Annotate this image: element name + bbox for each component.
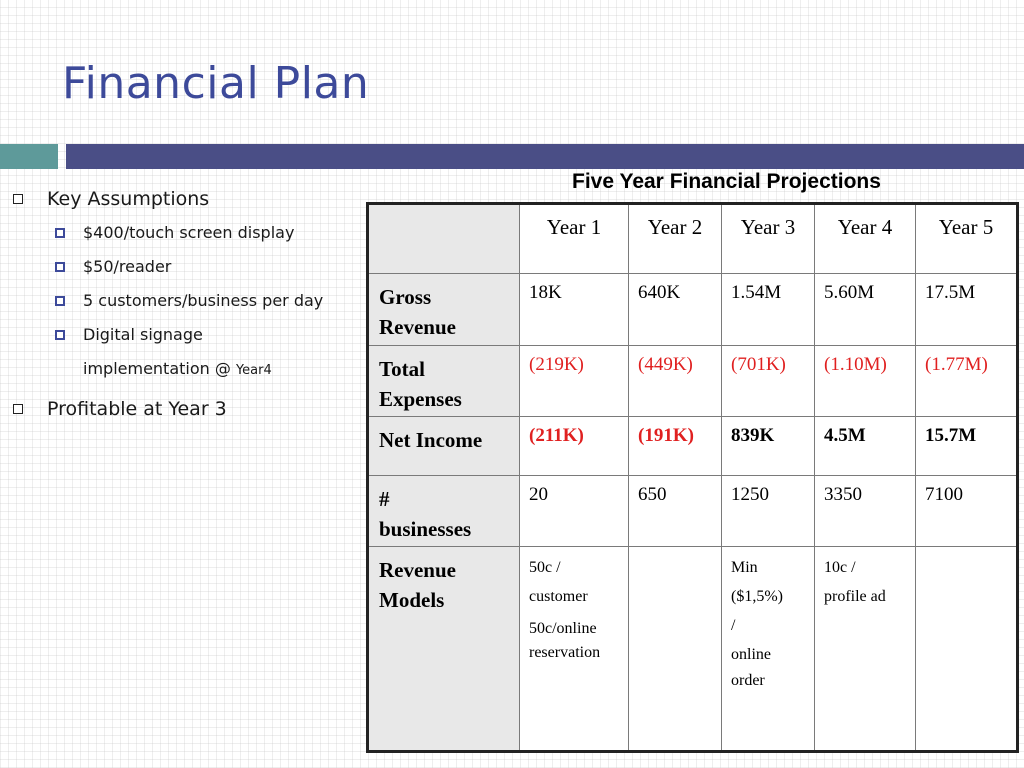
header-year-4: Year 4 bbox=[815, 204, 916, 274]
table-cell: 15.7M bbox=[916, 417, 1018, 476]
cell-line: customer bbox=[529, 588, 588, 605]
table-cell: 5.60M bbox=[815, 274, 916, 346]
cell-line: 10c / bbox=[824, 559, 856, 576]
cell-line: ($1,5%) bbox=[731, 588, 783, 605]
table-cell: 640K bbox=[629, 274, 722, 346]
table-cell-negative: (701K) bbox=[722, 346, 815, 417]
bullet-list bbox=[0, 182, 360, 426]
row-header-line: Total bbox=[379, 357, 425, 381]
row-header-line: # bbox=[379, 487, 390, 511]
sub-bullet-text: $50/reader bbox=[83, 257, 172, 276]
table-cell: 650 bbox=[629, 476, 722, 547]
header-year-5: Year 5 bbox=[916, 204, 1018, 274]
header-year-1: Year 1 bbox=[520, 204, 629, 274]
cell-line: 50c/online bbox=[529, 620, 597, 637]
cell-line: Min bbox=[731, 559, 758, 576]
corner-cell bbox=[368, 204, 520, 274]
square-bullet-icon bbox=[55, 228, 65, 238]
square-bullet-icon bbox=[13, 404, 23, 414]
table-row-gross-revenue bbox=[368, 274, 1018, 346]
bullet-key-assumptions bbox=[0, 182, 360, 216]
cell-line: order bbox=[731, 672, 765, 689]
header-year-3: Year 3 bbox=[722, 204, 815, 274]
row-header-line: Revenue bbox=[379, 558, 456, 582]
sub-bullet-touch-screen bbox=[0, 216, 360, 250]
bullet-text: Profitable at Year 3 bbox=[47, 398, 227, 420]
sub-bullet-reader bbox=[0, 250, 360, 284]
table-caption: Five Year Financial Projections bbox=[572, 170, 881, 193]
revenue-model-year-3 bbox=[722, 547, 815, 752]
revenue-model-year-5 bbox=[916, 547, 1018, 752]
row-header bbox=[368, 346, 520, 417]
table-cell-negative: (219K) bbox=[520, 346, 629, 417]
square-bullet-icon bbox=[55, 262, 65, 272]
table-cell-negative: (1.10M) bbox=[815, 346, 916, 417]
table-cell: 20 bbox=[520, 476, 629, 547]
sub-bullet-text-continued: implementation @ bbox=[83, 359, 236, 378]
table-cell: 1250 bbox=[722, 476, 815, 547]
sub-bullet-digital-signage bbox=[0, 318, 360, 388]
row-header-line: Revenue bbox=[379, 315, 456, 339]
cell-line: reservation bbox=[529, 644, 601, 661]
row-header-line: Gross bbox=[379, 285, 432, 309]
revenue-model-year-2 bbox=[629, 547, 722, 752]
table-cell-negative: (1.77M) bbox=[916, 346, 1018, 417]
revenue-model-year-4 bbox=[815, 547, 916, 752]
table-cell: 4.5M bbox=[815, 417, 916, 476]
table-cell-negative: (449K) bbox=[629, 346, 722, 417]
row-header bbox=[368, 417, 520, 476]
bullet-text: Key Assumptions bbox=[47, 188, 210, 210]
revenue-model-year-1 bbox=[520, 547, 629, 752]
cell-line: / bbox=[731, 617, 736, 634]
slide-title: Financial Plan bbox=[62, 58, 370, 109]
sub-bullet-text: 5 customers/business per day bbox=[83, 291, 324, 310]
table-cell: 839K bbox=[722, 417, 815, 476]
row-header bbox=[368, 476, 520, 547]
square-bullet-icon bbox=[55, 330, 65, 340]
table-cell: 18K bbox=[520, 274, 629, 346]
header-row bbox=[368, 204, 1018, 274]
financial-projections-table bbox=[366, 202, 1019, 753]
table-row-net-income bbox=[368, 417, 1018, 476]
table-cell: 17.5M bbox=[916, 274, 1018, 346]
cell-line: profile ad bbox=[824, 588, 886, 605]
square-bullet-icon bbox=[13, 194, 23, 204]
sub-bullet-year-note: Year4 bbox=[235, 363, 272, 378]
accent-bar-teal bbox=[0, 144, 58, 169]
table-row-businesses bbox=[368, 476, 1018, 547]
table-cell: 7100 bbox=[916, 476, 1018, 547]
row-header bbox=[368, 274, 520, 346]
cell-line: 50c / bbox=[529, 559, 561, 576]
row-header-line: Models bbox=[379, 588, 445, 612]
accent-bar-navy bbox=[66, 144, 1024, 169]
table-cell: 3350 bbox=[815, 476, 916, 547]
table-cell-negative: (211K) bbox=[520, 417, 629, 476]
row-header-line: Net Income bbox=[379, 428, 483, 452]
cell-line: online bbox=[731, 646, 771, 663]
header-year-2: Year 2 bbox=[629, 204, 722, 274]
sub-bullet-text: Digital signage bbox=[83, 325, 203, 344]
row-header-line: businesses bbox=[379, 517, 472, 541]
sub-bullet-text: $400/touch screen display bbox=[83, 223, 295, 242]
sub-bullet-customers bbox=[0, 284, 360, 318]
table-row-revenue-models bbox=[368, 547, 1018, 752]
bullet-profitable bbox=[0, 392, 360, 426]
square-bullet-icon bbox=[55, 296, 65, 306]
row-header bbox=[368, 547, 520, 752]
table-cell: 1.54M bbox=[722, 274, 815, 346]
table-row-total-expenses bbox=[368, 346, 1018, 417]
row-header-line: Expenses bbox=[379, 387, 462, 411]
table-cell-negative: (191K) bbox=[629, 417, 722, 476]
